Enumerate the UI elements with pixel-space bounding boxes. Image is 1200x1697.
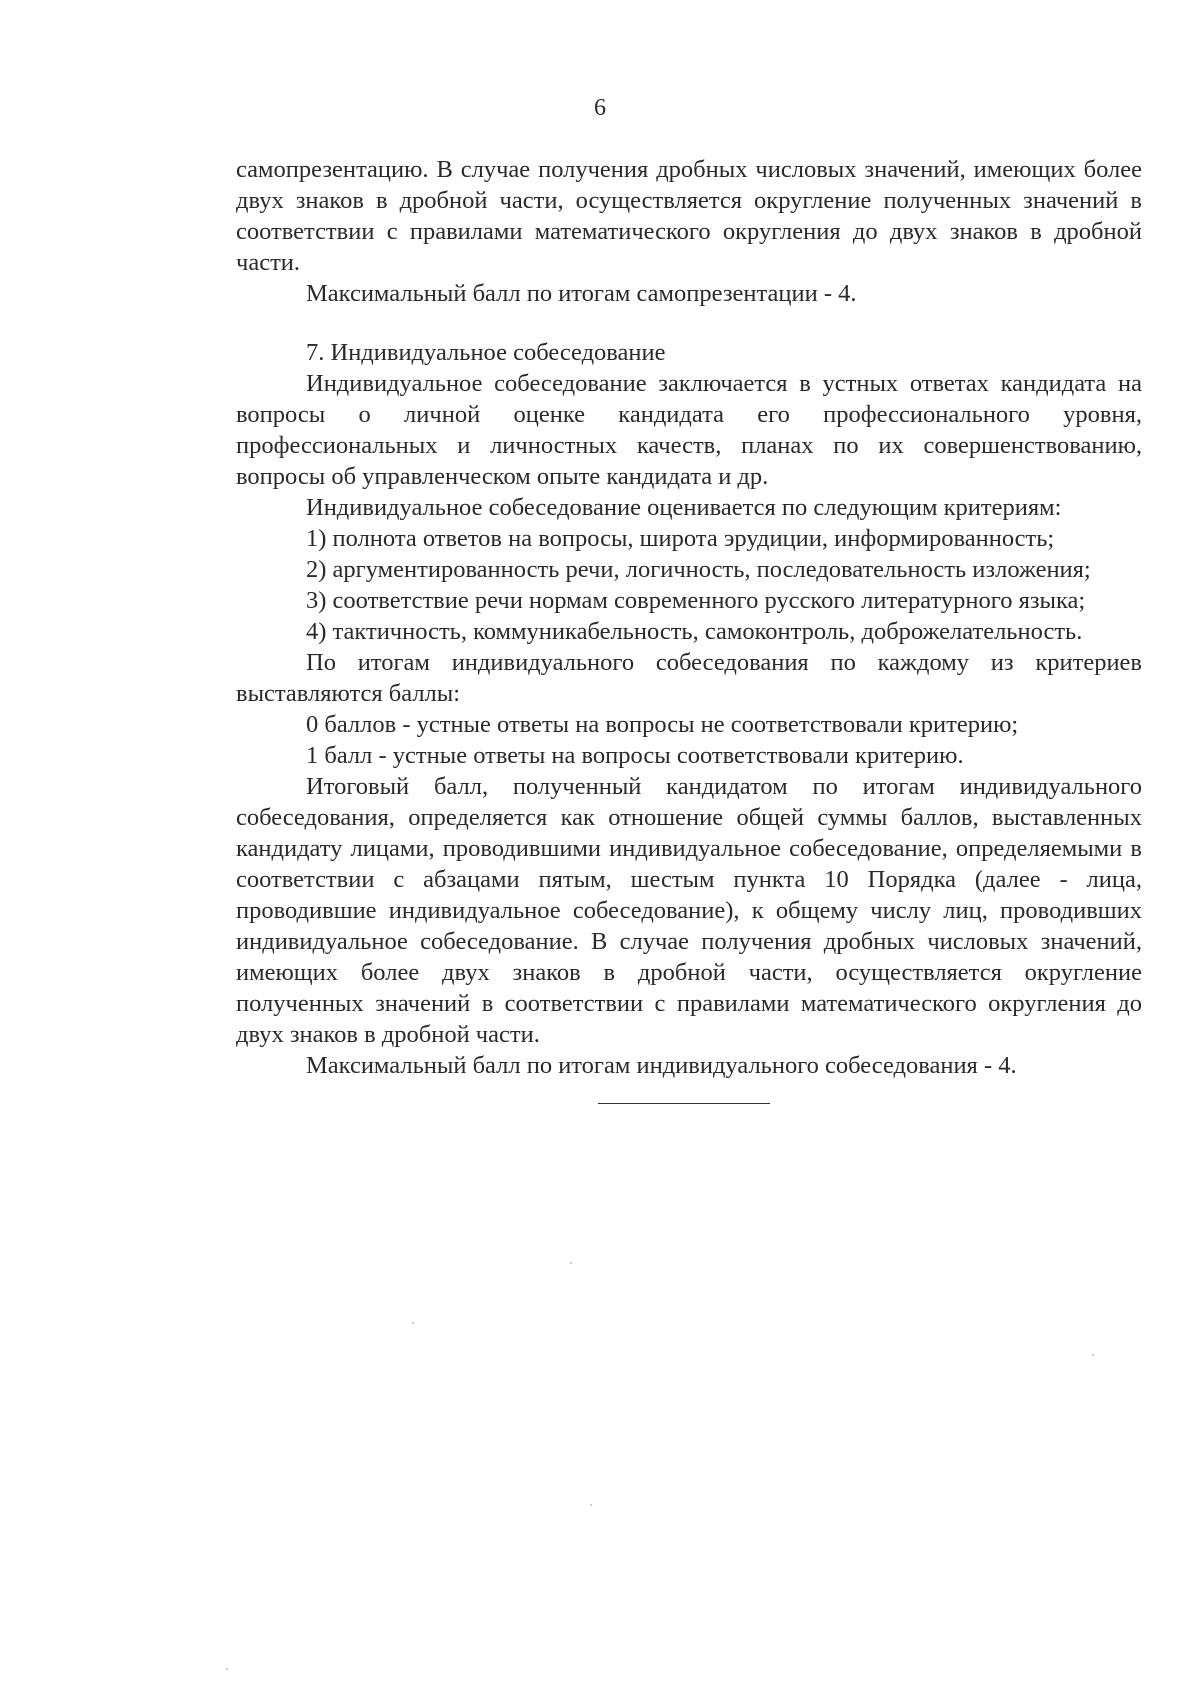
scan-speck (1092, 1354, 1094, 1356)
paragraph-final-score: Итоговый балл, полученный кандидатом по итогам индивидуального собеседования, определяется как отношение общей суммы баллов, выставленных кандидату лицами, проводившими индивидуальное собеседование, определяемыми в соответствии с абзацами пятым, шестым пункта 10 Порядка (далее - лица, проводившие индивидуальное собеседование), к общему числу лиц, проводивших индивидуальное собеседование. В случае получения дробных числовых значений, имеющих более двух знаков в дробной части, осуществляется округление полученных значений в соответствии с правилами математического округления до двух знаков в дробной части. (236, 773, 1142, 1048)
score-option-1: 1 балл - устные ответы на вопросы соответствовали критерию. (306, 742, 964, 769)
scan-speck (226, 1668, 228, 1670)
paragraph-criteria-intro: Индивидуальное собеседование оценивается по следующим критериям: (306, 494, 1062, 521)
paragraph-rounding-selfpresentation: самопрезентацию. В случае получения дробных числовых значений, имеющих более двух знаков в дробной части, осуществляется округление полученных значений в соответствии с правилами математического округления до двух знаков в дробной части. (236, 156, 1142, 276)
paragraph-scoring-intro: По итогам индивидуального собеседования по каждому из критериев выставляются баллы: (236, 649, 1142, 707)
paragraph-max-score-selfpresentation: Максимальный балл по итогам самопрезентации - 4. (306, 280, 857, 307)
criterion-item-4: 4) тактичность, коммуникабельность, самоконтроль, доброжелательность. (306, 618, 1083, 645)
end-of-text-rule (598, 1103, 770, 1104)
scan-speck (412, 1322, 414, 1324)
paragraph-interview-description: Индивидуальное собеседование заключается в устных ответах кандидата на вопросы о личной оценке кандидата его профессионального уровня, профессиональных и личностных качеств, планах по их совершенствованию, вопросы об управленческом опыте кандидата и др. (236, 370, 1142, 490)
criterion-item-2: 2) аргументированность речи, логичность, последовательность изложения; (306, 556, 1091, 583)
scan-speck (570, 1262, 572, 1264)
paragraph-max-score-interview: Максимальный балл по итогам индивидуального собеседования - 4. (306, 1052, 1017, 1079)
scan-speck (590, 1504, 592, 1506)
score-option-0: 0 баллов - устные ответы на вопросы не соответствовали критерию; (306, 711, 1019, 738)
page-number: 6 (594, 95, 606, 121)
criterion-item-3: 3) соответствие речи нормам современного русского литературного языка; (306, 587, 1086, 614)
section-heading-interview: 7. Индивидуальное собеседование (306, 339, 666, 366)
criterion-item-1: 1) полнота ответов на вопросы, широта эрудиции, информированность; (306, 525, 1055, 552)
document-body (236, 154, 1142, 1104)
